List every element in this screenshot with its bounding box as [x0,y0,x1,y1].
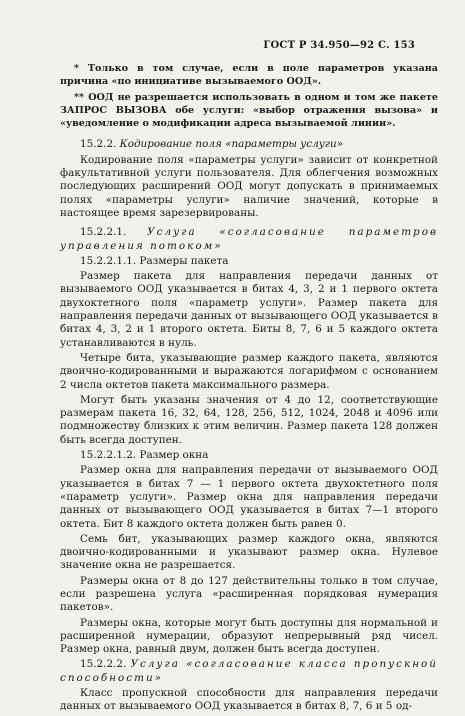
document-body [60,62,438,716]
footnote: * Только в том случае, если в поле параметров указана причина «по инициативе вызываемого ООД». [60,63,438,88]
paragraph: Семь бит, указывающих размер каждого окна, являются двоично-кодированными и указывают размер окна. Нулевое значение окна не разрешается. [60,532,438,572]
paragraph: Размер пакета для направления передачи данных от вызываемого ООД указывается в битах 4, 3, 2 и 1 первого октета двухоктетного поля «параметр услуги». Размер пакета для направления передачи данных от вызывающего ООД указывается в битах 4, 3, 2 и 1 второго октета. Биты 8, 7, 6 и 5 каждого октета устанавливаются в нуль. [60,270,438,349]
section-heading [60,658,438,685]
footnote: ** ООД не разрешается использовать в одном и том же пакете ЗАПРОС ВЫЗОВА обе услуги: «выбор отражения вызова» и «уведомление о модификации адреса вызываемой линии». [60,91,438,130]
section-number: 15.2.2. [80,138,117,151]
section-title: Кодирование поля «параметры услуги» [119,138,344,151]
section-number: 15.2.2.1. [80,226,127,239]
subsection-heading: 15.2.2.1.2. Размер окна [80,449,209,462]
section-number: 15.2.2.2. [80,658,127,671]
paragraph: Размеры окна, которые могут быть доступны для нормальной и расширенной нумерации, образуют непрерывный ряд чисел. Размер окна, равный двум, должен быть всегда доступен. [60,616,438,656]
section-heading [60,138,438,151]
section-title: Услуга «согласование класса пропускной способности» [60,658,438,684]
paragraph: Класс пропускной способности для направления передачи данных от вызываемого ООД указывается в битах 8, 7, 6 и 5 од- [60,687,438,713]
section-heading [60,226,438,253]
paragraph: Могут быть указаны значения от 4 до 12, соответствующие размерам пакета 16, 32, 64, 128, 256, 512, 1024, 2048 и 4096 или подмножеству близких к этим величин. Размер пакета 128 должен быть всегда доступен. [60,393,438,446]
paragraph: Четыре бита, указывающие размер каждого пакета, являются двоично-кодированными и выражаются логарифмом с основанием 2 числа октетов пакета максимального размера. [60,351,438,391]
section-title: Услуга «согласование параметров управления потоком» [60,226,439,252]
subsection-heading: 15.2.2.1.1. Размеры пакета [80,254,229,267]
paragraph: Кодирование поля «параметры услуги» зависит от конкретной факультативной услуги пользователя. Для облегчения возможных последующих расширений ООД могут допускать в принимаемых полях «параметры услуги» наличие значений, которые в настоящее время зарезервированы. [60,153,438,219]
paragraph: Размеры окна от 8 до 127 действительны только в том случае, если разрешена услуга «расширенная порядковая нумерация пакетов». [60,574,438,614]
page-header: ГОСТ Р 34.950—92 С. 153 [263,40,415,51]
paragraph: Размер окна для направления передачи от вызываемого ООД указывается в битах 7 — 1 первого октета двухоктетного поля «параметр услуги». Размер окна для направления передачи данных от вызывающего ООД указывается в битах 7—1 второго октета. Бит 8 каждого октета должен быть равен 0. [60,464,438,530]
